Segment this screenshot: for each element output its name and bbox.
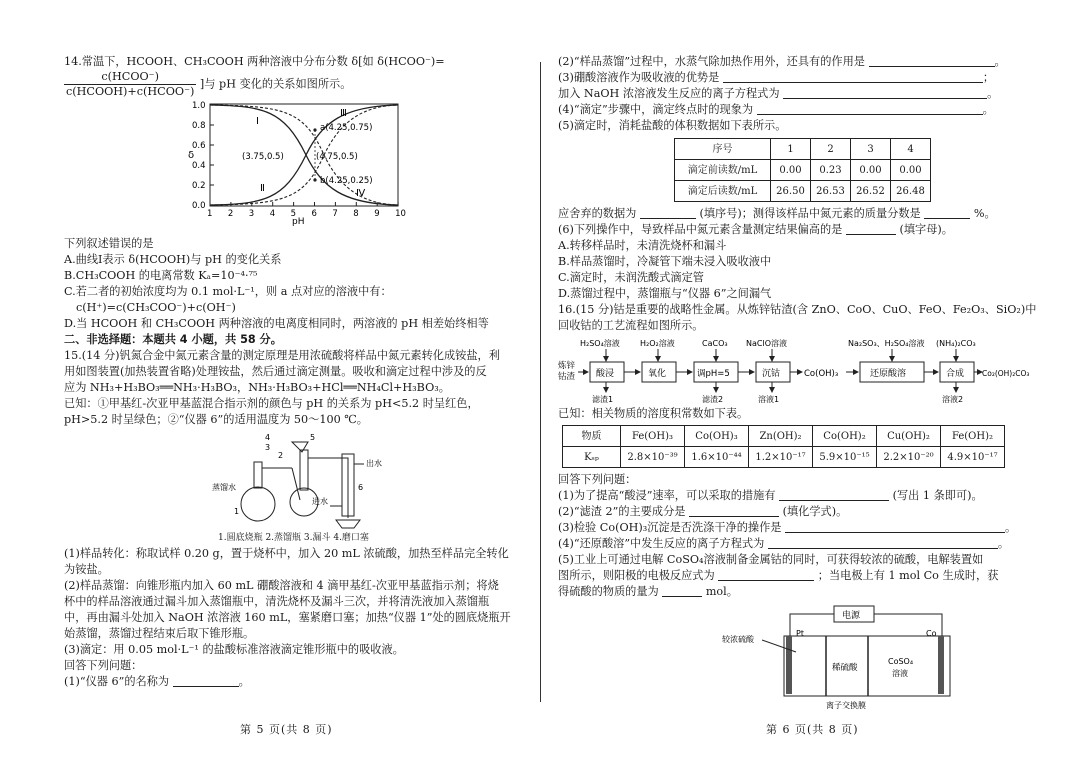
q15-question-4-text: (4)“滴定”步骤中，滴定终点时的现象为 xyxy=(558,103,754,116)
q14-option-b: B.CH₃COOH 的电离常数 Kₐ=10⁻⁴·⁷⁵ xyxy=(64,269,258,282)
q16-line-2: 回收钴的工艺流程如图所示。 xyxy=(558,319,704,332)
answer-blank[interactable] xyxy=(640,207,696,219)
q16-question-5b-text-a: 图所示，则阳极的电极反应式为 xyxy=(558,569,715,582)
titration-header-cell: 2 xyxy=(811,139,851,160)
titration-cell: 滴定前读数/mL xyxy=(675,160,771,181)
q16-question-1-tail: (写出 1 条即可)。 xyxy=(892,489,983,502)
co-label: Co xyxy=(926,629,937,638)
q16-question-1-text: (1)为了提高“酸浸”速率，可以采取的措施有 xyxy=(558,489,776,502)
co-electrode xyxy=(938,636,944,694)
answer-blank[interactable] xyxy=(846,223,896,235)
q15-question-6-tail: (填字母)。 xyxy=(899,223,953,236)
ksp-header-cell: Co(OH)₂ xyxy=(813,426,877,447)
electrolysis-cell xyxy=(722,604,962,710)
q15-question-4: (4)“滴定”步骤中，滴定终点时的现象为 。 xyxy=(558,103,994,116)
q15-part-2b: 杯中的样品溶液通过漏斗加入蒸馏瓶中，清洗烧杯及漏斗三次，并将清洗液加入蒸馏瓶 xyxy=(64,595,490,608)
q16-question-5a: (5)工业上可通过电解 CoSO₄溶液制备金属钴的同时，可获得较浓的硫酸，电解装置如 xyxy=(558,553,984,566)
ksp-header-cell: Co(OH)₃ xyxy=(685,426,749,447)
coso4-label-b: 溶液 xyxy=(892,669,908,678)
titration-header-cell: 1 xyxy=(771,139,811,160)
flask-neck xyxy=(254,462,262,488)
receiving-flask xyxy=(336,520,360,528)
q15-option-b: B.样品蒸馏时，冷凝管下端未浸入吸收液中 xyxy=(558,255,772,268)
flow-raw-label-b: 钴渣 xyxy=(558,372,576,382)
answer-blank[interactable] xyxy=(779,489,889,501)
q14-option-c2: c(H⁺)=c(CH₃COO⁻)+c(OH⁻) xyxy=(76,301,236,314)
y-tick-label: 0.0 xyxy=(192,201,206,211)
coso4-label-a: CoSO₄ xyxy=(888,657,914,666)
q15-question-5b xyxy=(558,206,1050,222)
conc-acid-label: 较浓硫酸 xyxy=(722,635,754,644)
ksp-table-row xyxy=(563,447,1005,468)
q16-question-1 xyxy=(558,488,1050,504)
titration-cell: 26.48 xyxy=(891,181,931,202)
flow-reagent-3: CaCO₃ xyxy=(702,339,728,348)
flow-step-6: 还原酸溶 xyxy=(870,369,907,379)
power-label: 电源 xyxy=(842,611,861,621)
ksp-label-cell: Kₛₚ xyxy=(563,447,621,468)
graph-frame xyxy=(210,104,398,206)
titration-header-cell: 序号 xyxy=(675,139,771,160)
flow-reagent-6: (NH₄)₂CO₃ xyxy=(936,339,976,348)
answer-blank[interactable] xyxy=(757,103,983,115)
curve-4 xyxy=(210,105,398,205)
curve-2 xyxy=(210,105,398,205)
titration-cell: 0.00 xyxy=(891,160,931,181)
x-tick-label: 3 xyxy=(248,209,255,219)
ksp-header-cell: Fe(OH)₃ xyxy=(621,426,685,447)
section-2-heading: 二、非选择题：本题共 4 小题，共 58 分。 xyxy=(64,333,282,346)
q16-question-2-text: (2)“滤渣 2”的主要成分是 xyxy=(558,505,686,518)
page-5-footer: 第 5 页(共 8 页) xyxy=(240,722,333,736)
titration-table-header xyxy=(675,139,931,160)
distribution-graph xyxy=(144,100,444,228)
titration-cell: 26.53 xyxy=(811,181,851,202)
label-1: 1 xyxy=(234,507,240,516)
q16-question-5b xyxy=(558,568,1050,584)
answer-blank[interactable] xyxy=(689,505,779,517)
q16-question-2-tail: (填化学式)。 xyxy=(782,505,848,518)
q14-intro: 下列叙述错误的是 xyxy=(64,237,154,250)
answer-blank[interactable] xyxy=(723,71,983,83)
q15-answer-intro: 回答下列问题： xyxy=(64,659,143,672)
table-row xyxy=(675,181,931,202)
x-tick-label: 10 xyxy=(395,209,406,219)
point-a-label: a(4.25,0.75) xyxy=(320,123,373,133)
x-axis-label: pH xyxy=(292,217,305,227)
point-b-label: b(4.25,0.25) xyxy=(320,176,373,186)
q15-question-2: (2)“样品蒸馏”过程中，水蒸气除加热作用外，还具有的作用是 。 xyxy=(558,55,1006,68)
q14-option-a: A.曲线Ⅰ表示 δ(HCOOH)与 pH 的变化关系 xyxy=(64,253,282,266)
flow-reagent-5: Na₂SO₃、H₂SO₄溶液 xyxy=(848,339,925,348)
flow-step-2: 氧化 xyxy=(648,369,667,379)
q15-part-3: (3)滴定：用 0.05 mol·L⁻¹ 的盐酸标准溶液滴定锥形瓶中的吸收液。 xyxy=(64,643,404,656)
curve-1-label: Ⅰ xyxy=(256,116,259,127)
q15-part-1a: (1)样品转化：称取试样 0.20 g，置于烧杯中，加入 20 mL 浓硫酸，加热至样品完全转化 xyxy=(64,547,509,560)
ksp-value-cell: 2.2×10⁻²⁰ xyxy=(877,447,941,468)
q14-stem-b: ]与 pH 变化的关系如图所示。 xyxy=(199,77,352,91)
point-c-label: (3.75,0.5) xyxy=(242,152,284,162)
flow-step-7: 合成 xyxy=(946,369,965,379)
label-2: 2 xyxy=(278,451,284,460)
titration-table xyxy=(674,138,931,202)
answer-blank[interactable] xyxy=(662,585,702,597)
q15-question-6 xyxy=(558,222,1050,238)
water-in-label: 进水 xyxy=(312,497,328,506)
titration-cell: 滴定后读数/mL xyxy=(675,181,771,202)
q14-option-d: D.当 HCOOH 和 CH₃COOH 两种溶液的电离度相同时，两溶液的 pH 相差始终相等 xyxy=(64,317,489,330)
q15-question-3-text: (3)硼酸溶液作为吸收液的优势是 xyxy=(558,71,720,84)
titration-cell: 26.50 xyxy=(771,181,811,202)
y-tick-label: 0.8 xyxy=(192,121,206,131)
q16-question-2 xyxy=(558,504,1050,520)
x-tick-label: 2 xyxy=(227,209,234,219)
flow-product: Co₂(OH)₂CO₃ xyxy=(982,369,1030,378)
q16-question-5b-text-b: ；当电极上有 1 mol Co 生成时，获 xyxy=(817,569,999,582)
fraction-denominator: c(HCOOH)+c(HCOO⁻) xyxy=(66,85,195,98)
titration-cell: 0.23 xyxy=(811,160,851,181)
page-6 xyxy=(540,0,1080,764)
x-tick-label: 6 xyxy=(311,209,317,219)
ksp-header-cell: 物质 xyxy=(563,426,621,447)
x-tick-label: 5 xyxy=(290,209,297,219)
q15-question-3b-text: 加入 NaOH 浓溶液发生反应的离子方程式为 xyxy=(558,87,780,100)
ksp-value-cell: 1.6×10⁻⁴⁴ xyxy=(685,447,749,468)
curve-3 xyxy=(210,105,398,205)
q15-question-3b: 加入 NaOH 浓溶液发生反应的离子方程式为 。 xyxy=(558,87,999,100)
ksp-header-cell: Fe(OH)₂ xyxy=(941,426,1005,447)
pt-electrode xyxy=(786,636,792,694)
flow-raw-label-a: 炼锌 xyxy=(558,361,576,371)
curve-3-label: Ⅲ xyxy=(340,108,347,119)
pt-label: Pt xyxy=(796,629,804,638)
ksp-table-header xyxy=(563,426,1005,447)
y-ticks xyxy=(192,101,214,211)
label-4: 4 xyxy=(265,433,271,442)
ksp-value-cell: 5.9×10⁻¹⁵ xyxy=(813,447,877,468)
answer-blank[interactable] xyxy=(768,537,998,549)
flow-raw: 炼锌钴渣 xyxy=(558,334,562,335)
ksp-header-cell: Zn(OH)₂ xyxy=(749,426,813,447)
point-b-marker xyxy=(313,178,316,181)
x-tick-label: 1 xyxy=(207,209,213,219)
q15-part-1b: 为铵盐。 xyxy=(64,563,109,576)
q15-question-1-text: (1)“仪器 6”的名称为 xyxy=(64,675,170,688)
q15-part-2a: (2)样品蒸馏：向锥形瓶内加入 60 mL 硼酸溶液和 4 滴甲基红-次亚甲基蓝指示剂；将烧 xyxy=(64,579,499,592)
q15-line-5: pH>5.2 时呈绿色；②“仪器 6”的适用温度为 50～100 ℃。 xyxy=(64,413,368,426)
answer-blank[interactable] xyxy=(718,569,814,581)
ksp-value-cell: 2.8×10⁻³⁹ xyxy=(621,447,685,468)
titration-cell: 26.52 xyxy=(851,181,891,202)
q15-question-2-text: (2)“样品蒸馏”过程中，水蒸气除加热作用外，还具有的作用是 xyxy=(558,55,865,68)
q14-formula xyxy=(64,70,522,100)
y-axis-label: δ xyxy=(188,150,195,161)
q14-stem-a: 14.常温下，HCOOH、CH₃COOH 两种溶液中分布分数 δ[如 δ(HCOO⁻)= xyxy=(64,55,445,68)
q16-question-4: (4)“还原酸溶”中发生反应的离子方程式为 。 xyxy=(558,537,1010,550)
ksp-header-cell: Cu(OH)₂ xyxy=(877,426,941,447)
ksp-value-cell: 1.2×10⁻¹⁷ xyxy=(749,447,813,468)
x-tick-label: 7 xyxy=(332,209,338,219)
ksp-intro: 已知：相关物质的溶度积常数如下表。 xyxy=(558,407,749,420)
answer-blank[interactable] xyxy=(173,675,239,687)
titration-cell: 0.00 xyxy=(771,160,811,181)
flow-waste-4: 溶液2 xyxy=(942,395,964,404)
flow-step-1: 酸浸 xyxy=(596,369,615,379)
q16-answer-intro: 回答下列问题： xyxy=(558,473,637,486)
dilute-acid-label: 稀硫酸 xyxy=(832,663,858,673)
answer-blank[interactable] xyxy=(869,55,995,67)
inlet-tube xyxy=(292,468,300,500)
titration-header-cell: 3 xyxy=(851,139,891,160)
answer-blank[interactable] xyxy=(783,87,987,99)
distillation-apparatus xyxy=(212,428,412,530)
q15-question-3: (3)硼酸溶液作为吸收液的优势是 ； xyxy=(558,71,995,84)
q15-question-6-text: (6)下列操作中，导致样品中氮元素含量测定结果偏高的是 xyxy=(558,223,843,236)
titration-table-body xyxy=(675,160,931,202)
q15-part-2c: 中，再由漏斗处加入 NaOH 浓溶液 160 mL，塞紧磨口塞；加热“仪器 1”处的圆底烧瓶开 xyxy=(64,611,511,624)
apparatus-caption: 1.圆底烧瓶 2.蒸馏瓶 3.漏斗 4.磨口塞 xyxy=(218,533,369,543)
fraction-numerator: c(HCOO⁻) xyxy=(64,70,196,85)
curve-1 xyxy=(210,105,398,205)
water-out-label: 出水 xyxy=(366,459,382,468)
flow-reagent-1: H₂SO₄溶液 xyxy=(580,339,620,348)
q15-question-5b-text-a: 应舍弃的数据为 xyxy=(558,207,637,220)
flow-waste-1: 滤渣1 xyxy=(592,395,614,404)
curve-4-label: Ⅳ xyxy=(356,188,366,199)
q15-line-3: 应为 NH₃+H₃BO₃══NH₃·H₃BO₃，NH₃·H₃BO₃+HCl══NH₄Cl+H₃BO₃。 xyxy=(64,381,450,394)
q15-part-2d: 始蒸馏，蒸馏过程结束后取下锥形瓶。 xyxy=(64,627,255,640)
ksp-value-cell: 4.9×10⁻¹⁷ xyxy=(941,447,1005,468)
q15-option-a: A.转移样品时，未清洗烧杯和漏斗 xyxy=(558,239,727,252)
ksp-table xyxy=(562,425,1005,468)
q16-question-5c-text-a: 得硫酸的物质的量为 xyxy=(558,585,659,598)
distillation-neck xyxy=(300,450,308,490)
point-d-label: (4.75,0.5) xyxy=(316,152,358,162)
y-tick-label: 0.2 xyxy=(192,181,206,191)
q15-line-4: 已知：①甲基红-次亚甲基蓝混合指示剂的颜色与 pH 的关系为 pH<5.2 时呈红色， xyxy=(64,397,479,410)
x-tick-label: 4 xyxy=(269,209,276,219)
q15-question-5b-text-c: %。 xyxy=(973,207,996,220)
label-3: 3 xyxy=(265,443,271,452)
q16-question-5c-text-b: mol。 xyxy=(705,585,738,598)
q14-fraction xyxy=(64,70,196,99)
q16-question-4-text: (4)“还原酸溶”中发生反应的离子方程式为 xyxy=(558,537,765,550)
q16-question-5c xyxy=(558,584,1050,600)
q15-option-d: D.蒸馏过程中，蒸馏瓶与“仪器 6”之间漏气 xyxy=(558,287,772,300)
label-5: 5 xyxy=(310,433,316,442)
answer-blank[interactable] xyxy=(785,521,1005,533)
distilled-water-label: 蒸馏水 xyxy=(212,483,236,492)
x-tick-label: 9 xyxy=(374,209,380,219)
q15-line-2: 用如图装置(加热装置省略)处理铵盐，然后通过滴定测量。吸收和滴定过程中涉及的反 xyxy=(64,365,487,378)
q15-question-5: (5)滴定时，消耗盐酸的体积数据如下表所示。 xyxy=(558,119,787,132)
flow-step-5: Co(OH)₃ xyxy=(804,369,839,379)
q16-question-3-text: (3)检验 Co(OH)₃沉淀是否洗涤干净的操作是 xyxy=(558,521,782,534)
answer-blank[interactable] xyxy=(924,207,970,219)
flow-step-3: 调pH=5 xyxy=(697,369,730,379)
q15-question-5b-text-b: (填序号)；测得该样品中氮元素的质量分数是 xyxy=(699,207,921,220)
q15-line-1: 15.(14 分)钒氮合金中氮元素含量的测定原理是用浓硫酸将样品中氮元素转化成铵盐，利 xyxy=(64,349,500,362)
table-row xyxy=(675,160,931,181)
curve-2-label: Ⅱ xyxy=(260,183,265,194)
flow-waste-3: 溶液1 xyxy=(758,395,780,404)
page-6-footer: 第 6 页(共 8 页) xyxy=(766,722,859,736)
y-tick-label: 1.0 xyxy=(192,101,206,111)
flow-reagent-2: H₂O₂溶液 xyxy=(640,339,675,348)
y-tick-label: 0.6 xyxy=(192,141,206,151)
cell-tank xyxy=(784,636,950,696)
flow-step-4: 沉钴 xyxy=(762,369,781,379)
flow-waste-2: 滤渣2 xyxy=(702,395,724,404)
q15-option-c: C.滴定时，未润洗酸式滴定管 xyxy=(558,271,704,284)
titration-cell: 0.00 xyxy=(851,160,891,181)
q15-question-1: (1)“仪器 6”的名称为 。 xyxy=(64,675,250,688)
y-tick-label: 0.4 xyxy=(192,161,206,171)
x-tick-label: 8 xyxy=(353,209,359,219)
flow-reagent-4: NaClO溶液 xyxy=(746,339,787,348)
membrane-label: 离子交换膜 xyxy=(826,701,866,710)
q16-line-1: 16.(15 分)钴是重要的战略性金属。从炼锌钴渣(含 ZnO、CoO、CuO、FeO、Fe₂O₃、SiO₂)中 xyxy=(558,303,1037,316)
titration-header-cell: 4 xyxy=(891,139,931,160)
label-6: 6 xyxy=(358,483,364,492)
q16-question-3: (3)检验 Co(OH)₃沉淀是否洗涤干净的操作是 。 xyxy=(558,521,1017,534)
round-bottom-flask xyxy=(241,487,275,521)
q14-option-c1: C.若二者的初始浓度均为 0.1 mol·L⁻¹，则 a 点对应的溶液中有： xyxy=(64,285,392,298)
point-a-marker xyxy=(313,128,316,131)
process-flowchart xyxy=(558,334,1038,406)
